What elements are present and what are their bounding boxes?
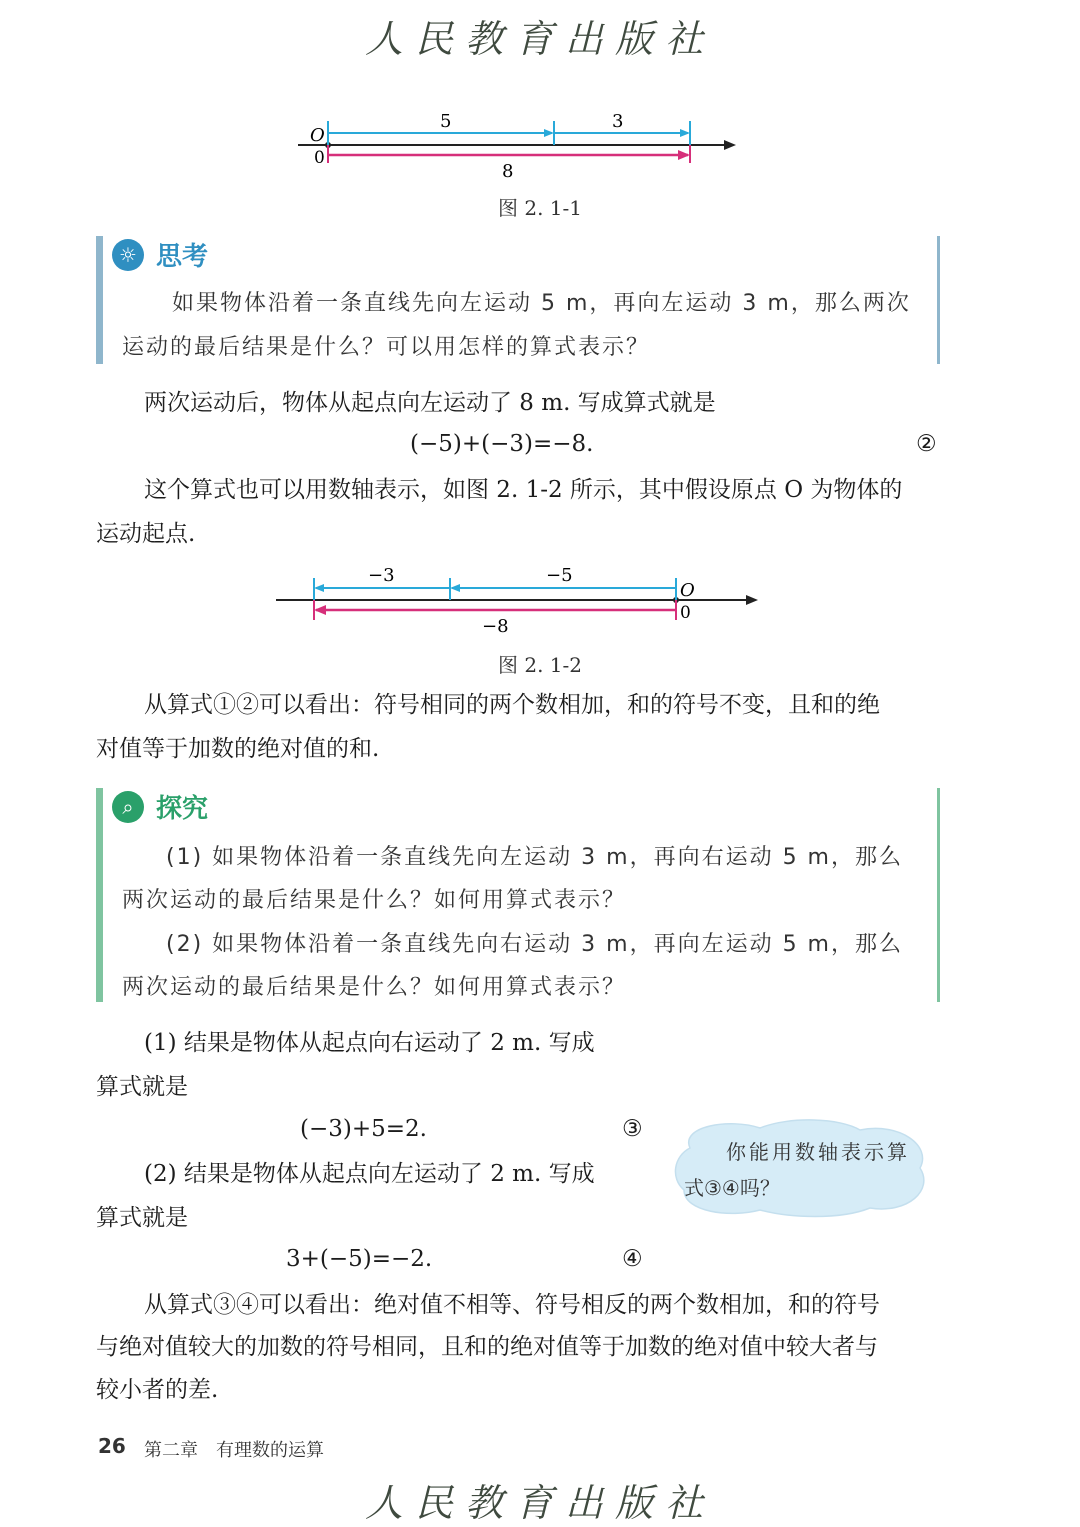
paragraph-2-line-1: 这个算式也可以用数轴表示，如图 2. 1-2 所示，其中假设原点 O 为物体的 xyxy=(144,477,903,503)
label-total: 8 xyxy=(502,161,514,182)
lightbulb-icon: ☼ xyxy=(112,239,144,271)
explore-box-bar xyxy=(96,788,103,1002)
formula-3: (−3)+5=2. xyxy=(300,1116,427,1142)
paragraph-2-line-2: 运动起点. xyxy=(96,521,196,547)
explore-q2-line-2: 两次运动的最后结果是什么？如何用算式表示？ xyxy=(122,975,627,1000)
axis-arrow xyxy=(746,595,758,605)
figure-caption-1: 图 2. 1-1 xyxy=(497,196,582,220)
answer-2-line-1: (2) 结果是物体从起点向左运动了 2 m. 写成 xyxy=(144,1161,595,1187)
publisher-logo-footer: 人民教育出版社 xyxy=(364,1481,715,1525)
think-line-2: 运动的最后结果是什么？可以用怎样的算式表示？ xyxy=(122,335,651,360)
think-box-bar xyxy=(96,236,103,364)
formula-3-number: ③ xyxy=(622,1116,643,1142)
paragraph-4-line-2: 与绝对值较大的加数的符号相同，且和的绝对值等于加数的绝对值中较大者与 xyxy=(96,1334,878,1360)
page-number: 26 xyxy=(98,1434,126,1458)
label-total: −8 xyxy=(482,616,509,637)
figure-caption-2: 图 2. 1-2 xyxy=(497,653,582,677)
paragraph-3-line-2: 对值等于加数的绝对值的和. xyxy=(96,736,380,762)
explore-box xyxy=(96,788,940,1002)
axis-arrow xyxy=(724,140,736,150)
cloud-line-1: 你能用数轴表示算 xyxy=(726,1140,910,1164)
zero-label: 0 xyxy=(314,148,325,168)
paragraph-4-line-1: 从算式③④可以看出：绝对值不相等、符号相反的两个数相加，和的符号 xyxy=(144,1292,880,1318)
think-box xyxy=(96,236,940,364)
answer-1-line-2: 算式就是 xyxy=(96,1074,188,1100)
label-b: −5 xyxy=(546,565,573,586)
answer-2-line-2: 算式就是 xyxy=(96,1205,188,1231)
formula-4: 3+(−5)=−2. xyxy=(286,1246,433,1272)
answer-1-line-1: (1) 结果是物体从起点向右运动了 2 m. 写成 xyxy=(144,1030,595,1056)
thought-cloud xyxy=(670,1118,932,1218)
paragraph-1: 两次运动后，物体从起点向左运动了 8 m. 写成算式就是 xyxy=(144,390,716,416)
explore-q2-line-1: (2) 如果物体沿着一条直线先向右运动 3 m，再向左运动 5 m，那么 xyxy=(166,932,903,957)
formula-2-number: ② xyxy=(916,431,937,457)
figure-2-1-1 xyxy=(290,105,750,185)
origin-label: O xyxy=(680,580,695,601)
paragraph-4-line-3: 较小者的差. xyxy=(96,1377,219,1403)
formula-2: (−5)+(−3)=−8. xyxy=(410,431,594,457)
label-a: −3 xyxy=(368,565,395,586)
magnifier-icon: ⌕ xyxy=(112,791,144,823)
explore-title: 探究 xyxy=(156,794,209,824)
think-title: 思考 xyxy=(156,242,209,272)
chapter-title: 第二章 有理数的运算 xyxy=(144,1440,324,1461)
label-b: 3 xyxy=(612,111,624,132)
think-line-1: 如果物体沿着一条直线先向左运动 5 m，再向左运动 3 m，那么两次 xyxy=(172,291,911,316)
cloud-line-2: 式③④吗？ xyxy=(684,1176,780,1200)
publisher-logo: 人民教育出版社 xyxy=(364,17,715,61)
explore-q1-line-1: (1) 如果物体沿着一条直线先向左运动 3 m，再向右运动 5 m，那么 xyxy=(166,845,903,870)
zero-label: 0 xyxy=(680,603,691,623)
explore-q1-line-2: 两次运动的最后结果是什么？如何用算式表示？ xyxy=(122,888,627,913)
origin-label: O xyxy=(310,125,325,146)
paragraph-3-line-1: 从算式①②可以看出：符号相同的两个数相加，和的符号不变，且和的绝 xyxy=(144,692,880,718)
figure-2-1-2 xyxy=(270,560,770,640)
formula-4-number: ④ xyxy=(622,1246,643,1272)
label-a: 5 xyxy=(440,111,452,132)
